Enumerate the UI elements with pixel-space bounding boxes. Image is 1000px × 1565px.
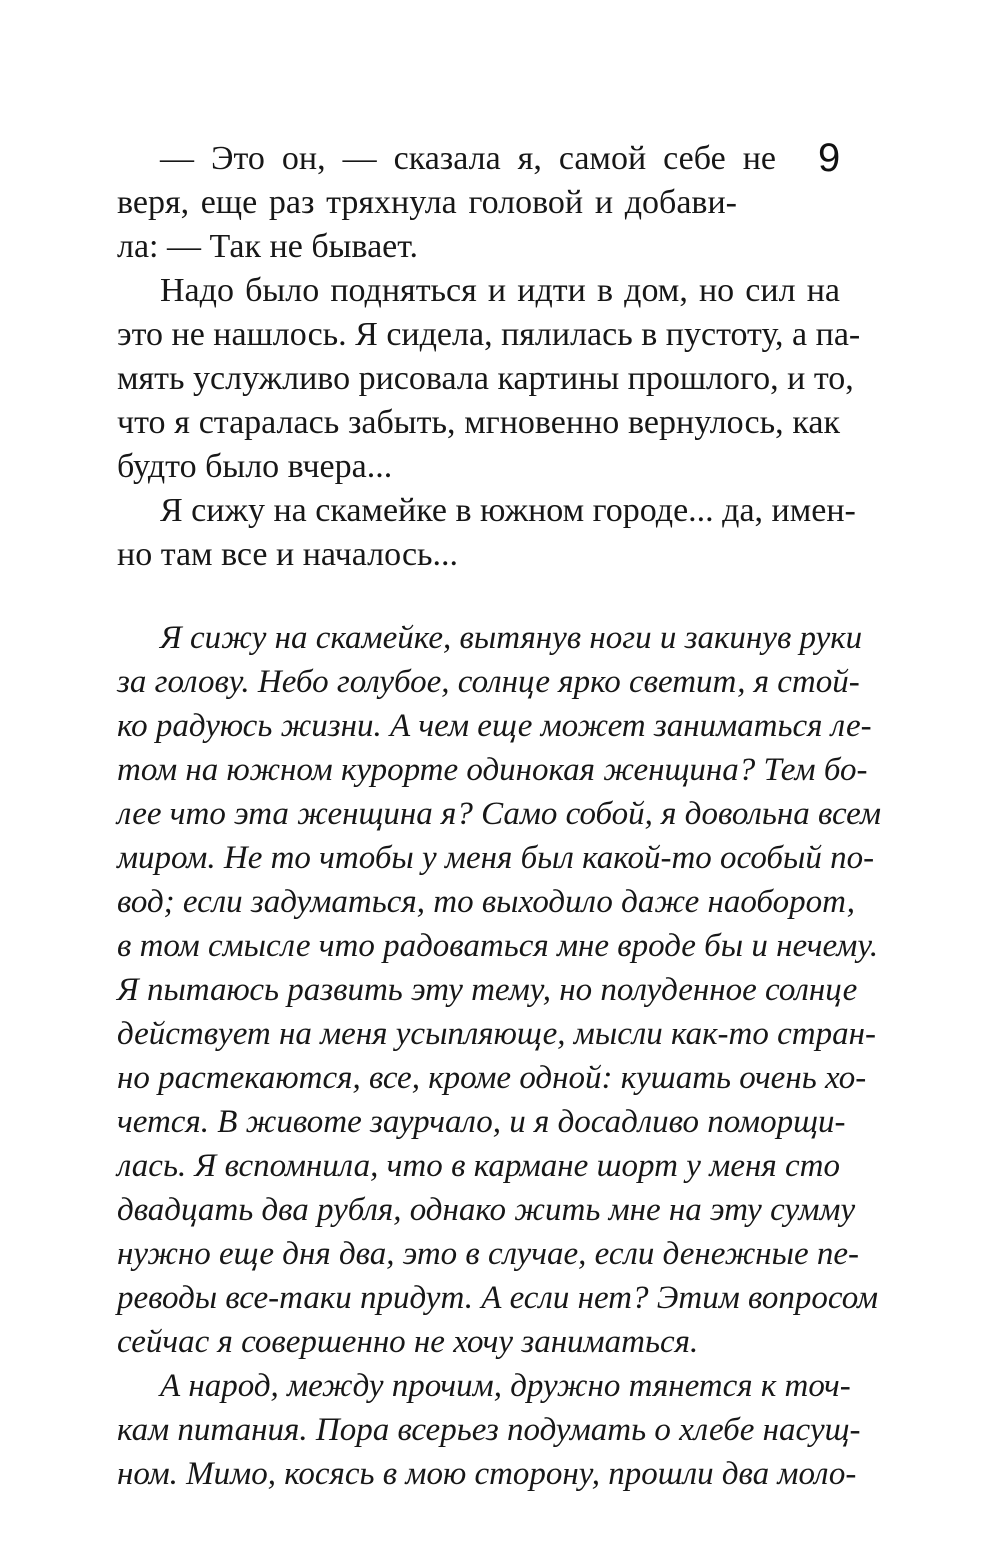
page-number: 9 — [818, 136, 841, 180]
italic-text-line: за голову. Небо голубое, солнце ярко светит, я стой- — [117, 664, 860, 700]
text-line: — Это он, — сказала я, самой себе не — [160, 140, 776, 177]
italic-text-line: но растекаются, все, кроме одной: кушать очень хо- — [117, 1060, 867, 1096]
text-line: будто было вчера... — [117, 448, 393, 485]
italic-text-line: том на южном курорте одинокая женщина? Тем бо- — [117, 752, 868, 788]
italic-text-line: чется. В животе заурчало, и я досадливо поморщи- — [117, 1104, 846, 1140]
text-line: мять услужливо рисовала картины прошлого, и то, — [117, 360, 854, 397]
italic-text-line: двадцать два рубля, однако жить мне на эту сумму — [117, 1192, 856, 1228]
text-line: веря, еще раз тряхнула головой и добави- — [117, 184, 737, 221]
italic-text-line: действует на меня усыпляюще, мысли как-то стран- — [117, 1016, 876, 1052]
italic-text-line: ко радуюсь жизни. А чем еще может заниматься ле- — [117, 708, 872, 744]
italic-text-line: кам питания. Пора всерьез подумать о хлебе насущ- — [117, 1412, 861, 1448]
text-line: но там все и началось... — [117, 536, 459, 573]
italic-text-line: Я сижу на скамейке, вытянув ноги и закинув руки — [160, 620, 863, 656]
italic-text-line: нужно еще дня два, это в случае, если денежные пе- — [117, 1236, 860, 1272]
italic-text-line: в том смысле что радоваться мне вроде бы и нечему. — [117, 928, 879, 964]
text-line: что я старалась забыть, мгновенно вернулось, как — [117, 404, 840, 441]
italic-text-line: Я пытаюсь развить эту тему, но полуденное солнце — [117, 972, 858, 1008]
text-line: Надо было подняться и идти в дом, но сил на — [160, 272, 840, 309]
italic-text-line: лась. Я вспомнила, что в кармане шорт у меня сто — [117, 1148, 840, 1184]
italic-text-line: реводы все-таки придут. А если нет? Этим вопросом — [117, 1280, 879, 1316]
text-line: Я сижу на скамейке в южном городе... да, имен- — [160, 492, 856, 529]
italic-text-line: лее что эта женщина я? Само собой, я довольна всем — [117, 796, 882, 832]
italic-text-line: А народ, между прочим, дружно тянется к точ- — [160, 1368, 851, 1404]
italic-text-line: вод; если задуматься, то выходило даже наоборот, — [117, 884, 855, 920]
italic-text-line: ном. Мимо, косясь в мою сторону, прошли два моло- — [117, 1456, 857, 1492]
text-line: это не нашлось. Я сидела, пялилась в пустоту, а па- — [117, 316, 861, 353]
text-line: ла: — Так не бывает. — [117, 228, 419, 265]
italic-text-line: миром. Не то чтобы у меня был какой-то особый по- — [117, 840, 875, 876]
italic-text-line: сейчас я совершенно не хочу заниматься. — [117, 1324, 699, 1360]
